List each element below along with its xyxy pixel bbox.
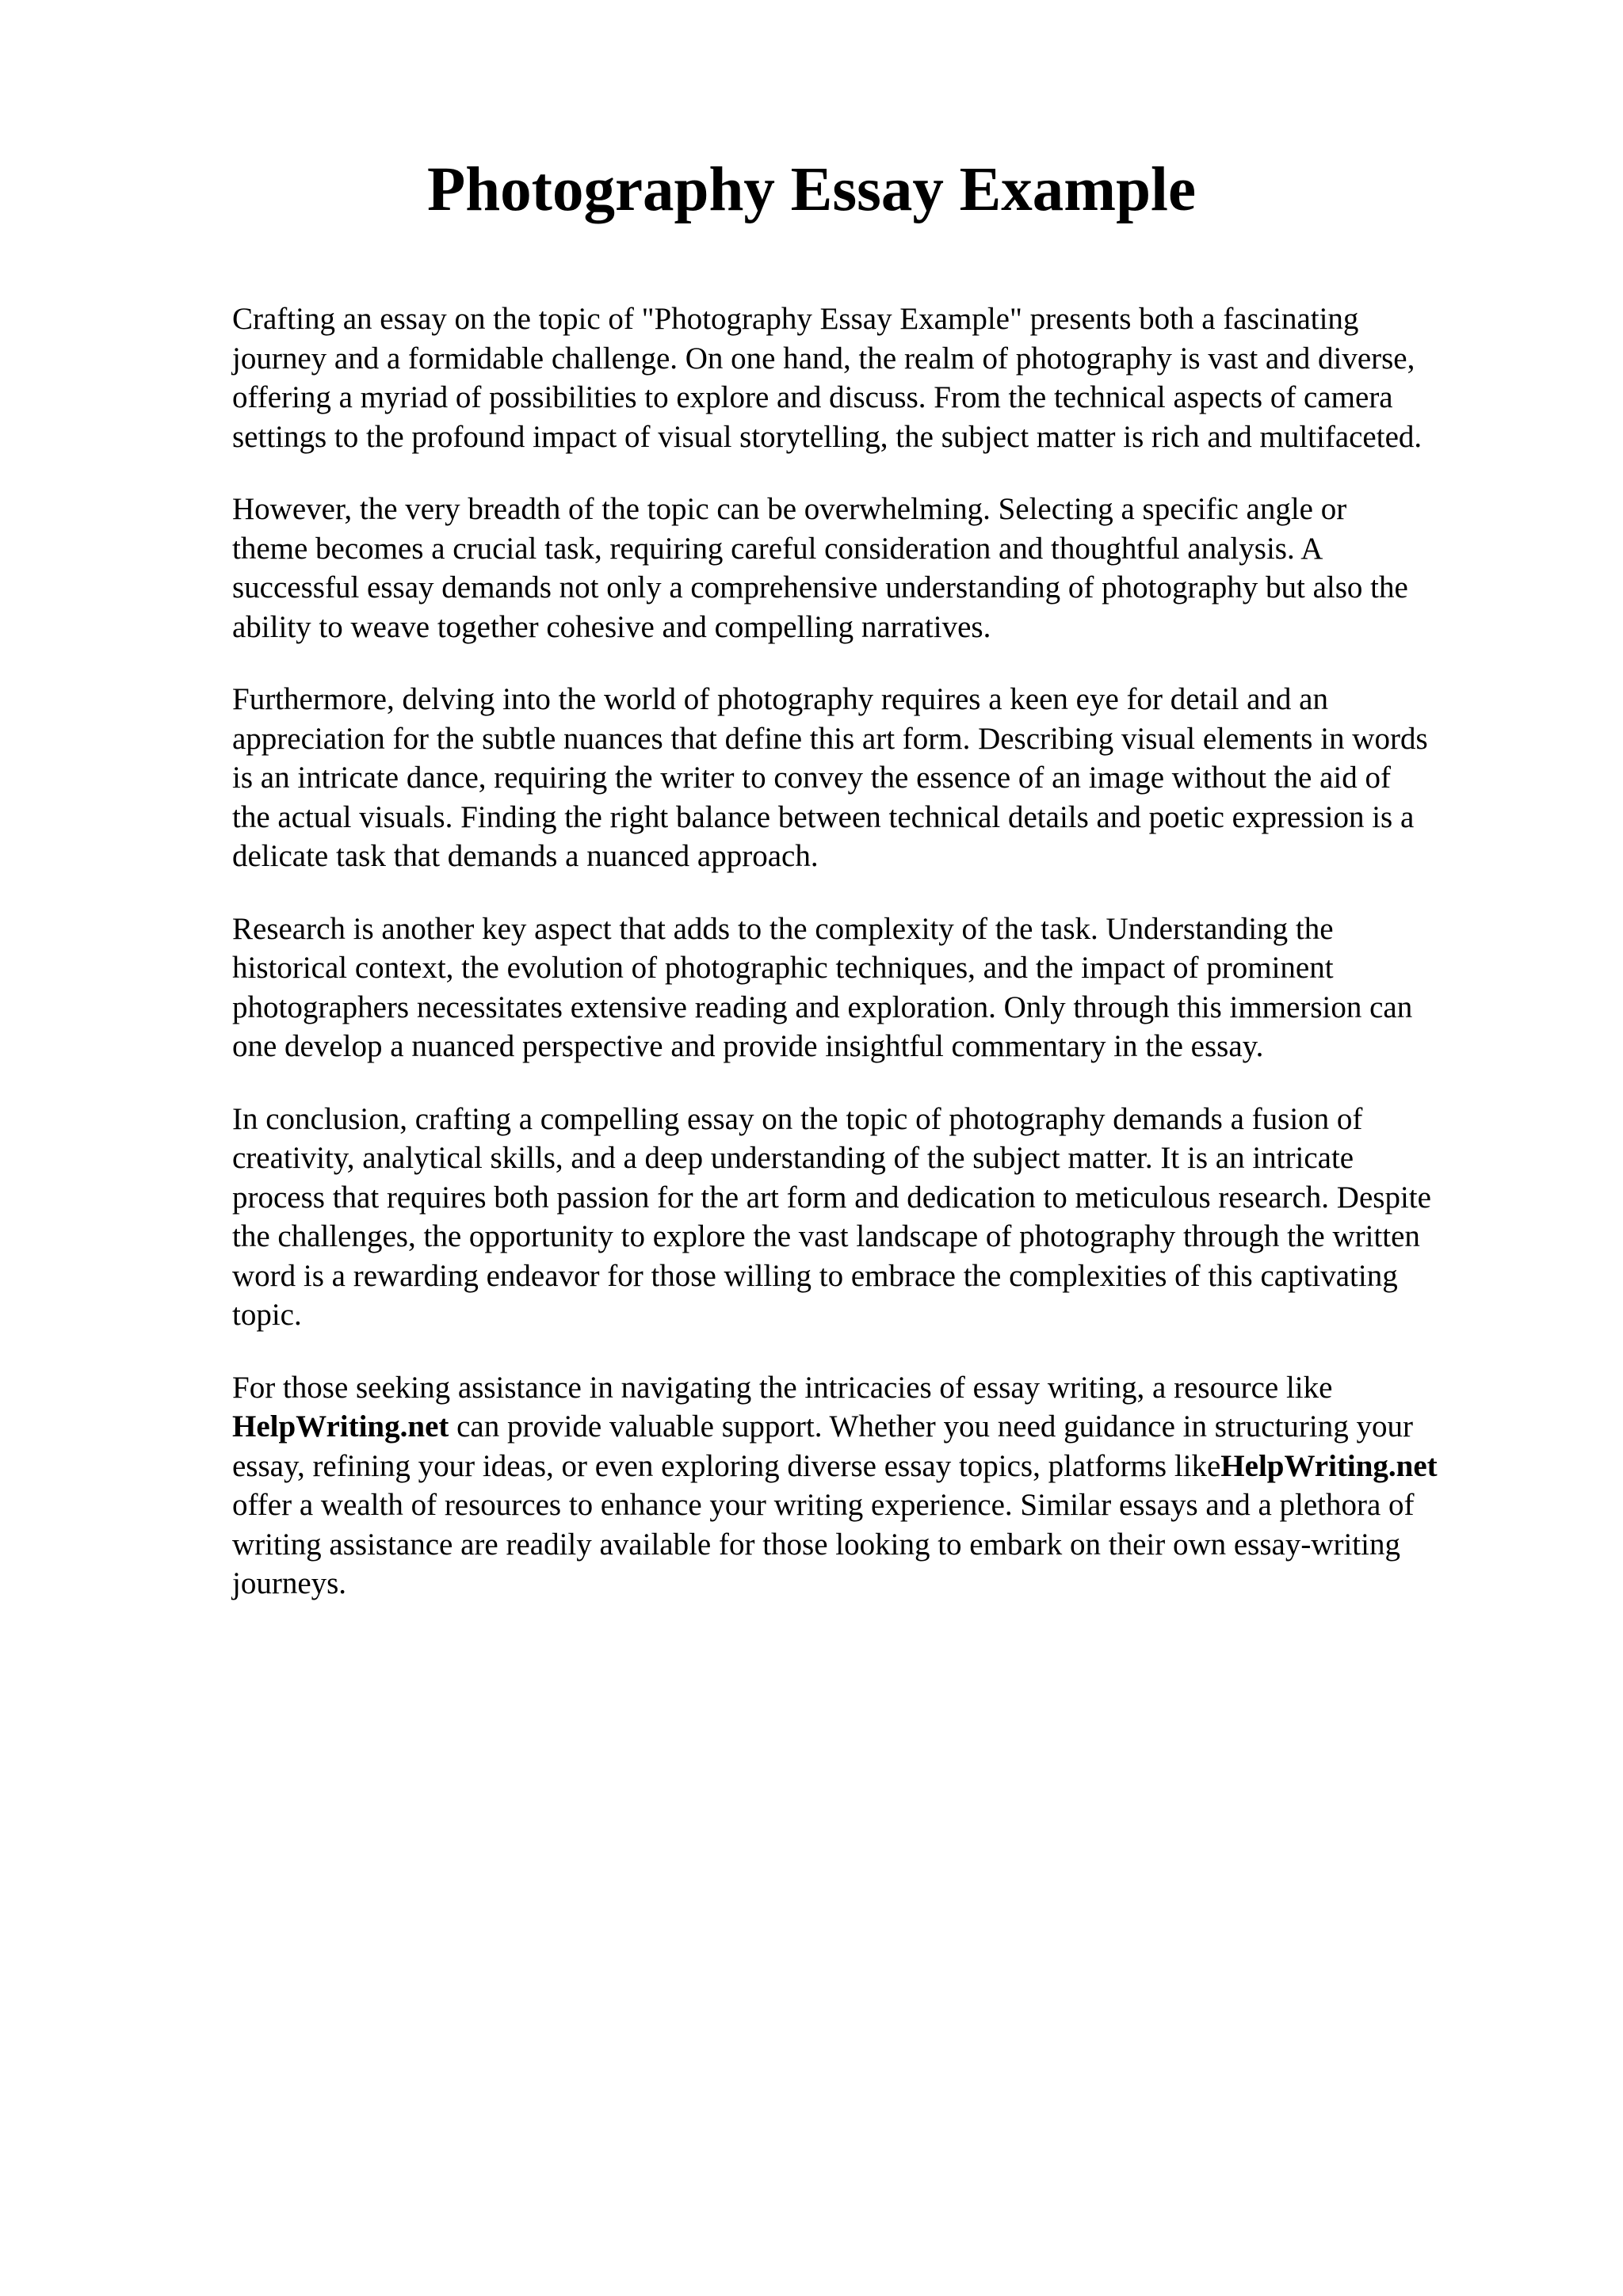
paragraph-2 [232, 490, 1518, 646]
text-line: historical context, the evolution of photographic techniques, and the impact of prominent [232, 951, 1334, 985]
text-line: journeys. [232, 1566, 347, 1600]
text-line: creativity, analytical skills, and a deep understanding of the subject matter. It is an intricate [232, 1141, 1354, 1175]
text-line: process that requires both passion for the art form and dedication to meticulous research. Despite [232, 1180, 1431, 1215]
text-line: settings to the profound impact of visual storytelling, the subject matter is rich and multifaceted. [232, 419, 1423, 454]
text-line: successful essay demands not only a comprehensive understanding of photography but also the [232, 570, 1408, 605]
text-line: For those seeking assistance in navigating the intricacies of essay writing, a resource like [232, 1370, 1333, 1405]
text-line: Crafting an essay on the topic of "Photography Essay Example" presents both a fascinating [232, 302, 1359, 336]
text-line: word is a rewarding endeavor for those willing to embrace the complexities of this captivating [232, 1258, 1398, 1293]
text-line: topic. [232, 1298, 302, 1332]
text-line: journey and a formidable challenge. On one hand, the realm of photography is vast and diverse, [232, 341, 1415, 376]
helpwriting-link[interactable]: HelpWriting.net [1220, 1448, 1438, 1483]
text-line: the actual visuals. Finding the right balance between technical details and poetic expression is a [232, 799, 1415, 834]
text-line: theme becomes a crucial task, requiring careful consideration and thoughtful analysis. A [232, 531, 1323, 566]
text-line: In conclusion, crafting a compelling essay on the topic of photography demands a fusion of [232, 1101, 1363, 1136]
paragraph-5 [232, 1100, 1518, 1335]
text-line: writing assistance are readily available for those looking to embark on their own essay-writing [232, 1527, 1400, 1562]
text-line: the challenges, the opportunity to explore the vast landscape of photography through the written [232, 1219, 1420, 1253]
helpwriting-link[interactable]: HelpWriting.net [232, 1409, 449, 1444]
text-line [232, 1447, 1518, 1486]
paragraph-3 [232, 680, 1518, 876]
text-line: one develop a nuanced perspective and provide insightful commentary in the essay. [232, 1029, 1264, 1063]
text-line: Research is another key aspect that adds to the complexity of the task. Understanding the [232, 911, 1334, 946]
text-line [232, 1407, 1518, 1447]
text-segment: can provide valuable support. Whether you need guidance in structuring your [449, 1409, 1413, 1444]
paragraph-6 [232, 1368, 1518, 1604]
document-body [232, 299, 1518, 1637]
text-line: Furthermore, delving into the world of photography requires a keen eye for detail and an [232, 682, 1328, 716]
text-line: offering a myriad of possibilities to explore and discuss. From the technical aspects of camera [232, 380, 1393, 414]
text-segment: essay, refining your ideas, or even exploring diverse essay topics, platforms like [232, 1448, 1221, 1483]
text-line: is an intricate dance, requiring the writer to convey the essence of an image without the aid of [232, 761, 1391, 795]
text-line: delicate task that demands a nuanced approach. [232, 839, 819, 873]
paragraph-1 [232, 299, 1518, 456]
text-line: appreciation for the subtle nuances that define this art form. Describing visual elements in words [232, 721, 1428, 756]
text-line: However, the very breadth of the topic can be overwhelming. Selecting a specific angle or [232, 492, 1347, 526]
document-title: Photography Essay Example [426, 155, 1197, 224]
paragraph-4 [232, 910, 1518, 1066]
text-line: ability to weave together cohesive and compelling narratives. [232, 609, 991, 644]
text-line: photographers necessitates extensive reading and exploration. Only through this immersion can [232, 990, 1413, 1024]
text-line: offer a wealth of resources to enhance your writing experience. Similar essays and a plethora of [232, 1488, 1415, 1522]
